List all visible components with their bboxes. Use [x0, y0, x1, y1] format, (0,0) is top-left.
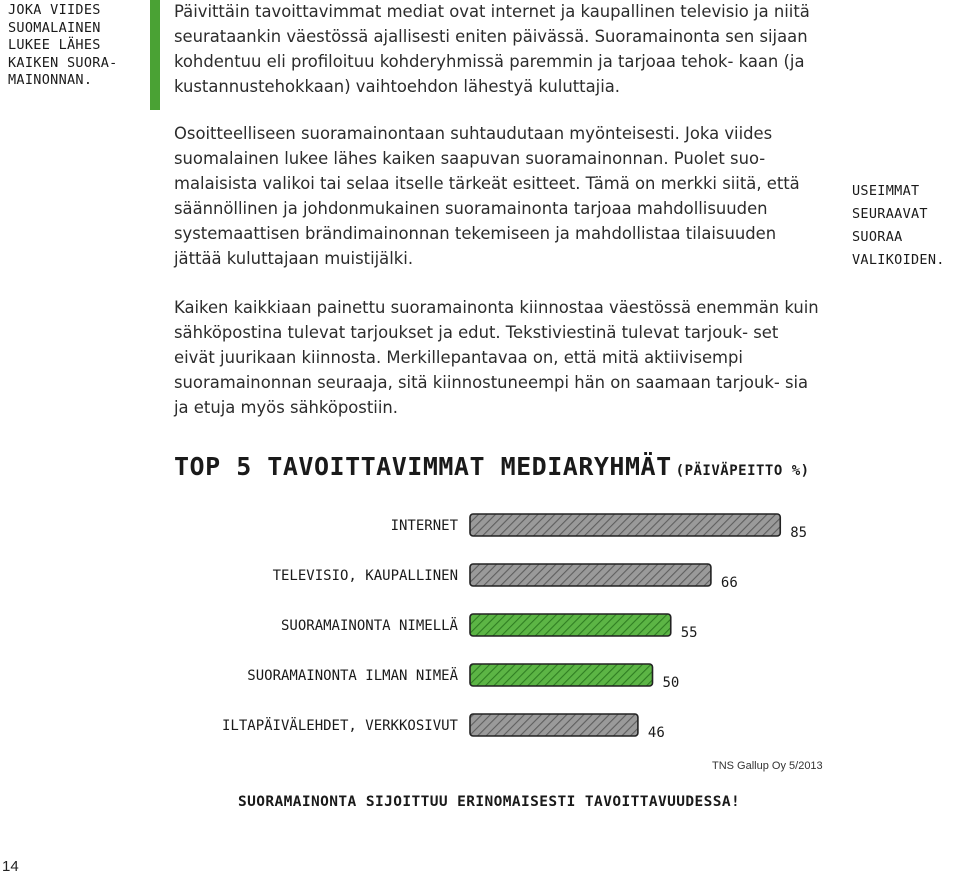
bar — [470, 514, 780, 536]
chart-title-main: TOP 5 TAVOITTAVIMMAT MEDIARYHMÄT — [174, 452, 672, 481]
bar-label: SUORAMAINONTA NIMELLÄ — [280, 618, 458, 634]
bar-label: INTERNET — [390, 518, 458, 534]
bar-label: SUORAMAINONTA ILMAN NIMEÄ — [247, 668, 458, 684]
bar-value-label: 55 — [680, 625, 698, 641]
tagline: SUORAMAINONTA SIJOITTUU ERINOMAISESTI TAVOITTAVUUDESSA! — [238, 794, 741, 810]
bar — [470, 714, 638, 736]
bar — [470, 614, 671, 636]
bar — [470, 664, 653, 686]
paragraph-3: Kaiken kaikkiaan painettu suoramainonta kiinnostaa väestössä enemmän kuin sähköpostina tulevat tarjoukset ja edut. Tekstiviestinä tulevat tarjouk- set eivät juurikaan kiinnosta. Merkillepantavaa on, että mitä aktiivisempi suoramainonnan seuraaja, sitä kiinnostuneempi hän on saamaan tarjouk- sia ja etuja myös sähköpostiin. — [174, 298, 819, 417]
bar-value-label: 85 — [790, 525, 808, 541]
page-number: 14 — [2, 858, 19, 875]
bar-chart — [0, 500, 960, 740]
paragraph-1: Päivittäin tavoittavimmat mediat ovat internet ja kaupallinen televisio ja niitä seurataankin väestössä ajallisesti eniten päivässä. Suoramainonta sen sijaan kohdentuu eli profiloituu kohderyhmissä paremmin ja tarjoaa tehok- kaan (ja kustannustehokkaan) vaihtoehdon lähestyä kuluttajia. — [174, 2, 810, 96]
bar-value-label: 66 — [720, 575, 738, 591]
chart-title — [174, 452, 810, 481]
bar-label: TELEVISIO, KAUPALLINEN — [272, 568, 458, 584]
bar — [470, 564, 711, 586]
chart-subtitle: (PÄIVÄPEITTO %) — [675, 463, 810, 479]
bar-label: ILTAPÄIVÄLEHDET, VERKKOSIVUT — [221, 718, 458, 734]
bar-value-label: 46 — [647, 725, 665, 740]
bar-value-label: 50 — [662, 675, 680, 691]
source-note: TNS Gallup Oy 5/2013 — [712, 760, 823, 772]
paragraph-2: Osoitteelliseen suoramainontaan suhtaudutaan myönteisesti. Joka viides suomalainen lukee lähes kaiken saapuvan suoramainonnan. Puolet suo- malaisista valikoi tai selaa itselle tärkeät esitteet. Tämä on merkki siitä, että säännöllinen ja johdonmukainen suoramainonta tarjoaa mahdollisuuden systemaattisen brändimainonnan tekemiseen ja mahdollistaa tilaisuuden jättää kuluttajaan muistijälki. — [174, 124, 800, 268]
side-note-right: USEIMMAT SEURAAVAT SUORAA VALIKOIDEN. — [852, 183, 945, 268]
side-note-left: JOKA VIIDES SUOMALAINEN LUKEE LÄHES KAIKEN SUORA- MAINONNAN. — [8, 2, 118, 88]
accent-bar — [150, 0, 160, 110]
